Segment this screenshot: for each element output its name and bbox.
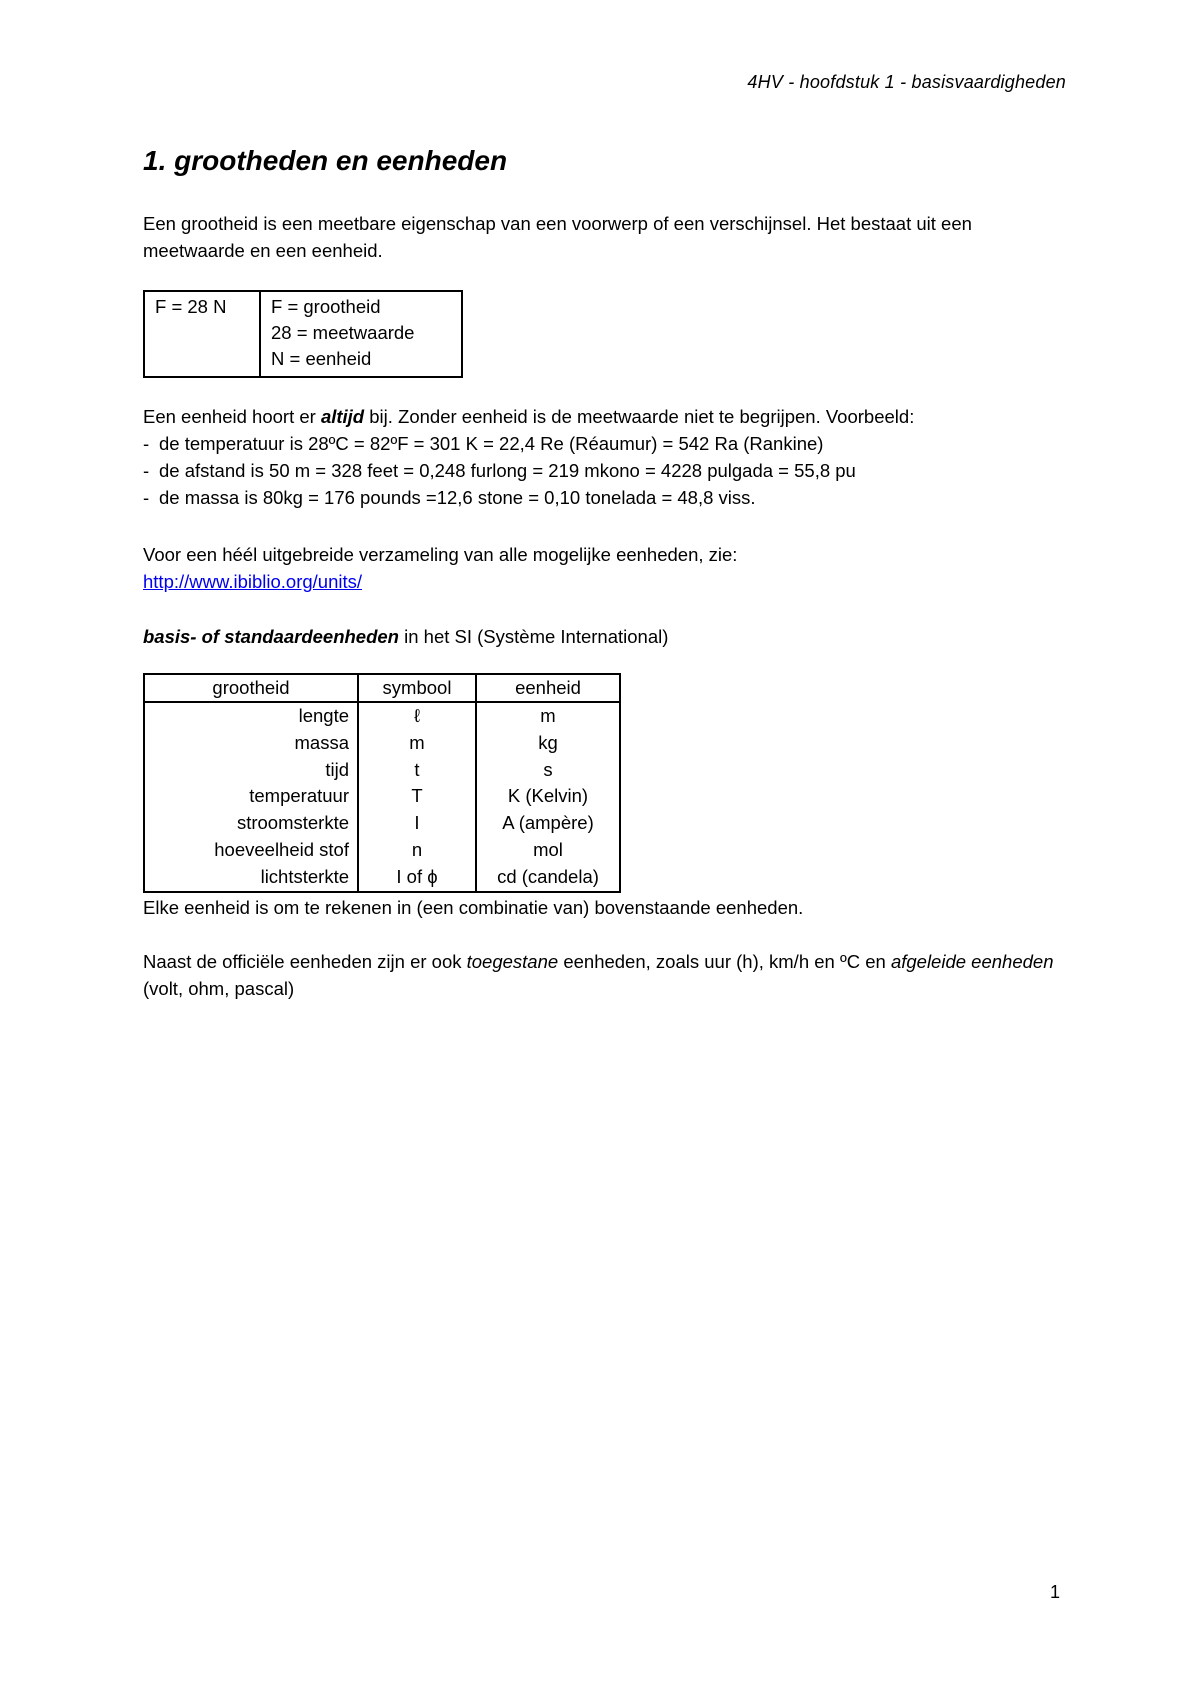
examples-list — [143, 430, 856, 511]
basis-rest: in het SI (Système International) — [398, 626, 669, 647]
table-cell: temperatuur — [144, 783, 358, 810]
list-item: - de temperatuur is 28ºC = 82ºF = 301 K = 22,4 Re (Réaumur) = 542 Ra (Rankine) — [143, 430, 856, 457]
naast-em2: afgeleide eenheden — [890, 951, 1054, 972]
si-units-table — [143, 673, 621, 893]
running-header: 4HV - hoofdstuk 1 - basisvaardigheden — [747, 72, 1066, 92]
table-header-row — [144, 674, 620, 702]
table-cell: mol — [476, 837, 620, 864]
naast-part1: Naast de officiële eenheden zijn er ook — [143, 951, 467, 972]
naast-paragraph — [143, 948, 1063, 1002]
basis-emphasis: basis- of standaardeenheden — [143, 626, 399, 647]
elke-paragraph: Elke eenheid is om te rekenen in (een combinatie van) bovenstaande eenheden. — [143, 897, 804, 918]
page-number: 1 — [1049, 1582, 1060, 1602]
table-row — [144, 837, 620, 864]
example-box-left: F = 28 N — [144, 291, 260, 377]
example-box-line: 28 = meetwaarde — [271, 322, 415, 343]
table-cell: kg — [476, 730, 620, 757]
basis-line — [143, 623, 668, 650]
list-item: - de massa is 80kg = 176 pounds =12,6 stone = 0,10 tonelada = 48,8 viss. — [143, 484, 856, 511]
unit-statement — [143, 403, 914, 430]
table-header: grootheid — [144, 674, 358, 702]
naast-part3: (volt, ohm, pascal) — [143, 978, 295, 999]
table-cell: cd (candela) — [476, 864, 620, 892]
table-cell: K (Kelvin) — [476, 783, 620, 810]
table-row — [144, 702, 620, 730]
table-cell: T — [358, 783, 476, 810]
table-cell: I of ϕ — [358, 864, 476, 892]
table-cell: s — [476, 757, 620, 784]
table-cell: tijd — [144, 757, 358, 784]
unit-statement-emphasis: altijd — [320, 406, 365, 427]
table-cell: A (ampère) — [476, 810, 620, 837]
table-header: eenheid — [476, 674, 620, 702]
table-header: symbool — [358, 674, 476, 702]
table-row — [144, 810, 620, 837]
unit-statement-after: bij. Zonder eenheid is de meetwaarde niet te begrijpen. Voorbeeld: — [364, 406, 915, 427]
table-cell: I — [358, 810, 476, 837]
naast-em1: toegestane — [466, 951, 559, 972]
collection-paragraph — [143, 541, 737, 595]
example-box-right — [260, 291, 462, 377]
table-row — [144, 783, 620, 810]
table-cell: stroomsterkte — [144, 810, 358, 837]
table-cell: m — [358, 730, 476, 757]
table-cell: massa — [144, 730, 358, 757]
table-row — [144, 757, 620, 784]
table-cell: m — [476, 702, 620, 730]
unit-statement-before: Een eenheid hoort er — [143, 406, 321, 427]
units-link[interactable]: http://www.ibiblio.org/units/ — [143, 571, 363, 592]
table-cell: lichtsterkte — [144, 864, 358, 892]
table-row — [144, 864, 620, 892]
table-cell: lengte — [144, 702, 358, 730]
table-cell: hoeveelheid stof — [144, 837, 358, 864]
example-box — [143, 290, 463, 378]
table-cell: ℓ — [358, 702, 476, 730]
section-title: 1. grootheden en eenheden — [143, 145, 508, 176]
list-item: - de afstand is 50 m = 328 feet = 0,248 furlong = 219 mkono = 4228 pulgada = 55,8 pu — [143, 457, 856, 484]
collection-text: Voor een héél uitgebreide verzameling van alle mogelijke eenheden, zie: — [143, 544, 738, 565]
table-cell: t — [358, 757, 476, 784]
intro-paragraph: Een grootheid is een meetbare eigenschap van een voorwerp of een verschijnsel. Het bestaat uit een meetwaarde en een eenheid. — [143, 213, 972, 261]
naast-part2: eenheden, zoals uur (h), km/h en ºC en — [558, 951, 891, 972]
table-cell: n — [358, 837, 476, 864]
example-box-line: F = grootheid — [271, 296, 381, 317]
table-row — [144, 730, 620, 757]
example-box-line: N = eenheid — [271, 348, 372, 369]
